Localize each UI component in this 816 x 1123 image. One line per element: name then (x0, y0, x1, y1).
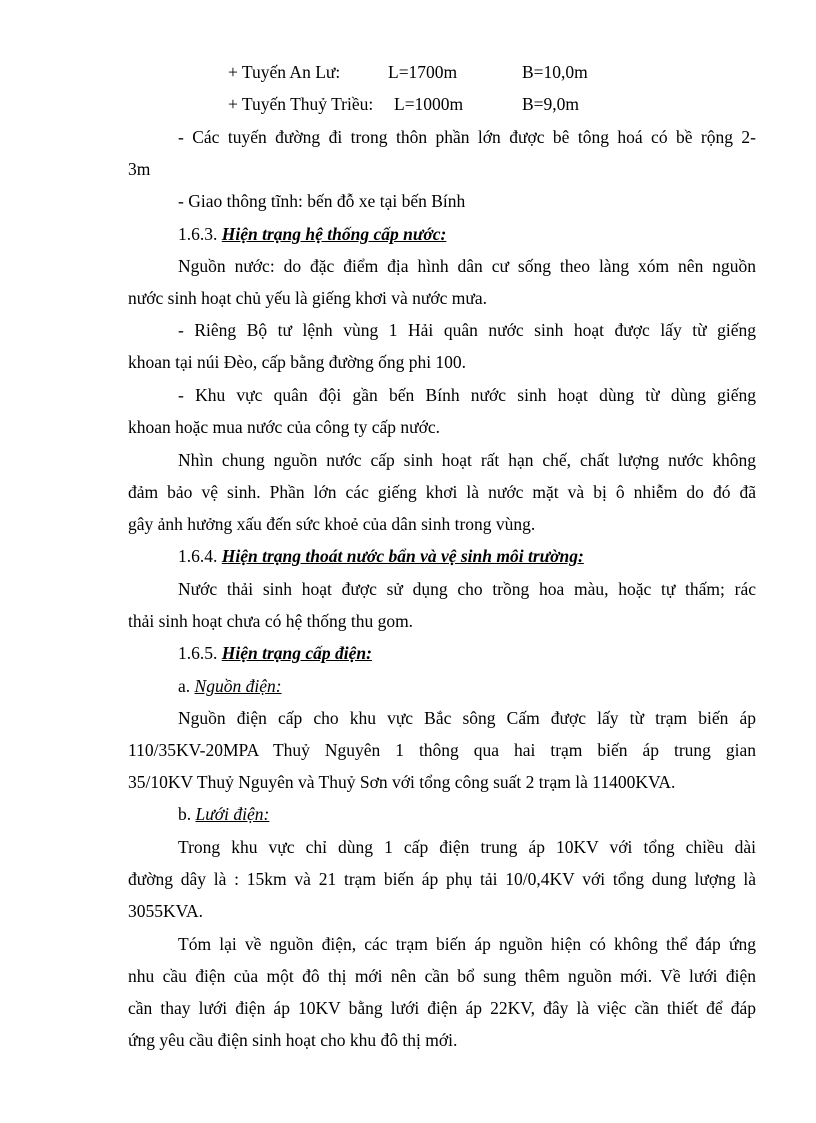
route-name: + Tuyến Thuỷ Triều: (228, 94, 374, 114)
paragraph-line: thải sinh hoạt chưa có hệ thống thu gom. (128, 611, 414, 631)
section-heading-1-6-4 (178, 545, 756, 567)
section-number: 1.6.5. (178, 643, 218, 663)
section-title: Hiện trạng hệ thống cấp nước: (221, 224, 447, 244)
section-heading-1-6-3 (178, 223, 756, 245)
route-width: B=9,0m (522, 94, 580, 114)
route-length: L=1000m (394, 94, 464, 114)
paragraph-line: đảm bảo vệ sinh. Phần lớn các giếng khơi là nước mặt và bị ô nhiễm do đó đã (128, 482, 756, 502)
paragraph-line: Trong khu vực chỉ dùng 1 cấp điện trung áp 10KV với tổng chiều dài (178, 837, 756, 857)
route-name: + Tuyến An Lư: (228, 62, 341, 82)
paragraph-line: gây ảnh hưởng xấu đến sức khoẻ của dân sinh trong vùng. (128, 514, 536, 534)
paragraph-line: 110/35KV-20MPA Thuỷ Nguyên 1 thông qua hai trạm biến áp trung gian (128, 740, 756, 760)
paragraph-line: 35/10KV Thuỷ Nguyên và Thuỷ Sơn với tổng công suất 2 trạm là 11400KVA. (128, 772, 676, 792)
section-number: 1.6.3. (178, 224, 218, 244)
section-number: 1.6.4. (178, 546, 218, 566)
paragraph-line: - Khu vực quân đội gần bến Bính nước sinh hoạt dùng từ dùng giếng (178, 385, 756, 405)
paragraph-line: khoan tại núi Đèo, cấp bằng đường ống phi 100. (128, 352, 467, 372)
route-length: L=1700m (388, 62, 458, 82)
subsection-label: b. (178, 804, 192, 824)
paragraph-line: - Giao thông tĩnh: bến đỗ xe tại bến Bính (178, 191, 466, 211)
paragraph-line: 3055KVA. (128, 901, 204, 921)
paragraph-line: - Riêng Bộ tư lệnh vùng 1 Hải quân nước sinh hoạt được lấy từ giếng (178, 320, 756, 340)
paragraph-line: cần thay lưới điện áp 10KV bằng lưới điện áp 22KV, đây là việc cần thiết để đáp (128, 998, 756, 1018)
paragraph-line: Nguồn nước: do đặc điểm địa hình dân cư sống theo làng xóm nên nguồn (178, 256, 756, 276)
section-title: Hiện trạng cấp điện: (221, 643, 372, 663)
paragraph-line: ứng yêu cầu điện sinh hoạt cho khu đô thị mới. (128, 1030, 458, 1050)
subsection-title: Lưới điện: (195, 804, 270, 824)
paragraph-line: nhu cầu điện của một đô thị mới nên cần bổ sung thêm nguồn mới. Về lưới điện (128, 966, 756, 986)
subsection-heading-b (178, 803, 756, 825)
subsection-label: a. (178, 676, 191, 696)
paragraph-line: đường dây là : 15km và 21 trạm biến áp phụ tải 10/0,4KV với tổng dung lượng là (128, 869, 756, 889)
paragraph-line: Tóm lại về nguồn điện, các trạm biến áp nguồn hiện có không thể đáp ứng (178, 934, 756, 954)
subsection-title: Nguồn điện: (194, 676, 282, 696)
paragraph-line: - Các tuyến đường đi trong thôn phần lớn được bê tông hoá có bề rộng 2- (178, 127, 756, 147)
route-width: B=10,0m (522, 62, 588, 82)
paragraph-line: khoan hoặc mua nước của công ty cấp nước. (128, 417, 441, 437)
subsection-heading-a (178, 675, 756, 697)
section-heading-1-6-5 (178, 642, 756, 664)
paragraph-line: Nước thải sinh hoạt được sử dụng cho trồng hoa màu, hoặc tự thấm; rác (178, 579, 756, 599)
paragraph-line: 3m (128, 159, 151, 179)
paragraph-line: Nguồn điện cấp cho khu vực Bắc sông Cấm được lấy từ trạm biến áp (178, 708, 756, 728)
paragraph-line: nước sinh hoạt chủ yếu là giếng khơi và nước mưa. (128, 288, 487, 308)
paragraph-line: Nhìn chung nguồn nước cấp sinh hoạt rất hạn chế, chất lượng nước không (178, 450, 756, 470)
section-title: Hiện trạng thoát nước bẩn và vệ sinh môi trường: (221, 546, 584, 566)
